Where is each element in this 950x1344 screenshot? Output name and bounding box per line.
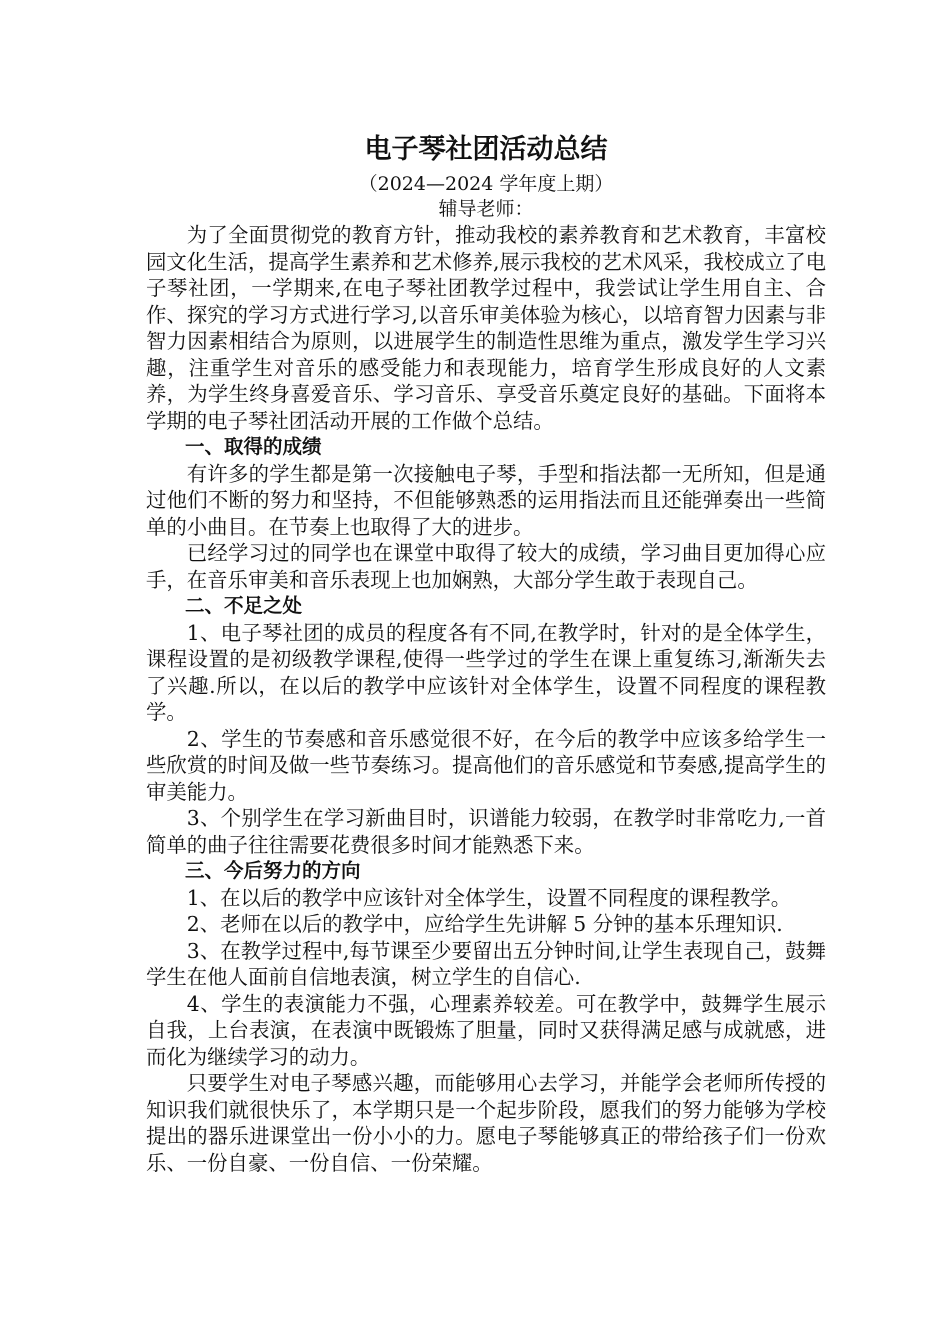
- section-heading-achievements: 一、取得的成绩: [185, 435, 322, 458]
- paragraph: 有许多的学生都是第一次接触电子琴，手型和指法都一无所知，但是通过他们不断的努力和坚持，不但能够熟悉的运用指法而且还能弹奏出一些简单的小曲目。在节奏上也取得了大的进步。: [146, 461, 826, 539]
- document-page: [146, 130, 826, 1176]
- paragraph: 4、学生的表演能力不强，心理素养较差。可在教学中，鼓舞学生展示自我，上台表演，在表演中既锻炼了胆量，同时又获得满足感与成就感，进而化为继续学习的动力。: [146, 991, 826, 1069]
- intro-paragraph: 为了全面贯彻党的教育方针，推动我校的素养教育和艺术教育，丰富校园文化生活，提高学生素养和艺术修养,展示我校的艺术风采，我校成立了电子琴社团，一学期来,在电子琴社团教学过程中，我尝试让学生用自主、合作、探究的学习方式进行学习,以音乐审美体验为核心，以培育智力因素与非智力因素相结合为原则，以进展学生的制造性思维为重点，激发学生学习兴趣，注重学生对音乐的感受能力和表现能力，培育学生形成良好的人文素养，为学生终身喜爱音乐、学习音乐、享受音乐奠定良好的基础。下面将本学期的电子琴社团活动开展的工作做个总结。: [146, 223, 826, 433]
- advisor-line: 辅导老师：: [438, 198, 534, 220]
- paragraph: 1、在以后的教学中应该针对全体学生，设置不同程度的课程教学。: [186, 885, 792, 910]
- paragraph: 2、老师在以后的教学中，应给学生先讲解 5 分钟的基本乐理知识.: [186, 912, 783, 936]
- document-title: 电子琴社团活动总结: [364, 134, 608, 165]
- section-heading-future-direction: 三、今后努力的方向: [185, 859, 361, 882]
- paragraph: 3、在教学过程中,每节课至少要留出五分钟时间,让学生表现自己，鼓舞学生在他人面前自信地表演，树立学生的自信心.: [146, 938, 826, 989]
- paragraph: 2、学生的节奏感和音乐感觉很不好，在今后的教学中应该多给学生一些欣赏的时间及做一些节奏练习。提高他们的音乐感觉和节奏感,提高学生的审美能力。: [146, 726, 826, 804]
- section-heading-shortcomings: 二、不足之处: [185, 594, 303, 617]
- document-body: [146, 222, 826, 1176]
- paragraph: 已经学习过的同学也在课堂中取得了较大的成绩，学习曲目更加得心应手，在音乐审美和音乐表现上也加娴熟，大部分学生敢于表现自己。: [146, 541, 826, 592]
- paragraph: 3、个别学生在学习新曲目时，识谱能力较弱，在教学时非常吃力,一首简单的曲子往往需要花费很多时间才能熟悉下来。: [146, 806, 826, 857]
- closing-paragraph: 只要学生对电子琴感兴趣，而能够用心去学习，并能学会老师所传授的知识我们就很快乐了，本学期只是一个起步阶段，愿我们的努力能够为学校提出的器乐进课堂出一份小小的力。愿电子琴能够真正的带给孩子们一份欢乐、一份自豪、一份自信、一份荣耀。: [146, 1071, 826, 1175]
- paragraph: 1、电子琴社团的成员的程度各有不同,在教学时，针对的是全体学生，课程设置的是初级教学课程,使得一些学过的学生在课上重复练习,渐渐失去了兴趣.所以，在以后的教学中应该针对全体学生，设置不同程度的课程教学。: [146, 620, 826, 724]
- document-subtitle: （2024—2024 学年度上期）: [358, 173, 614, 195]
